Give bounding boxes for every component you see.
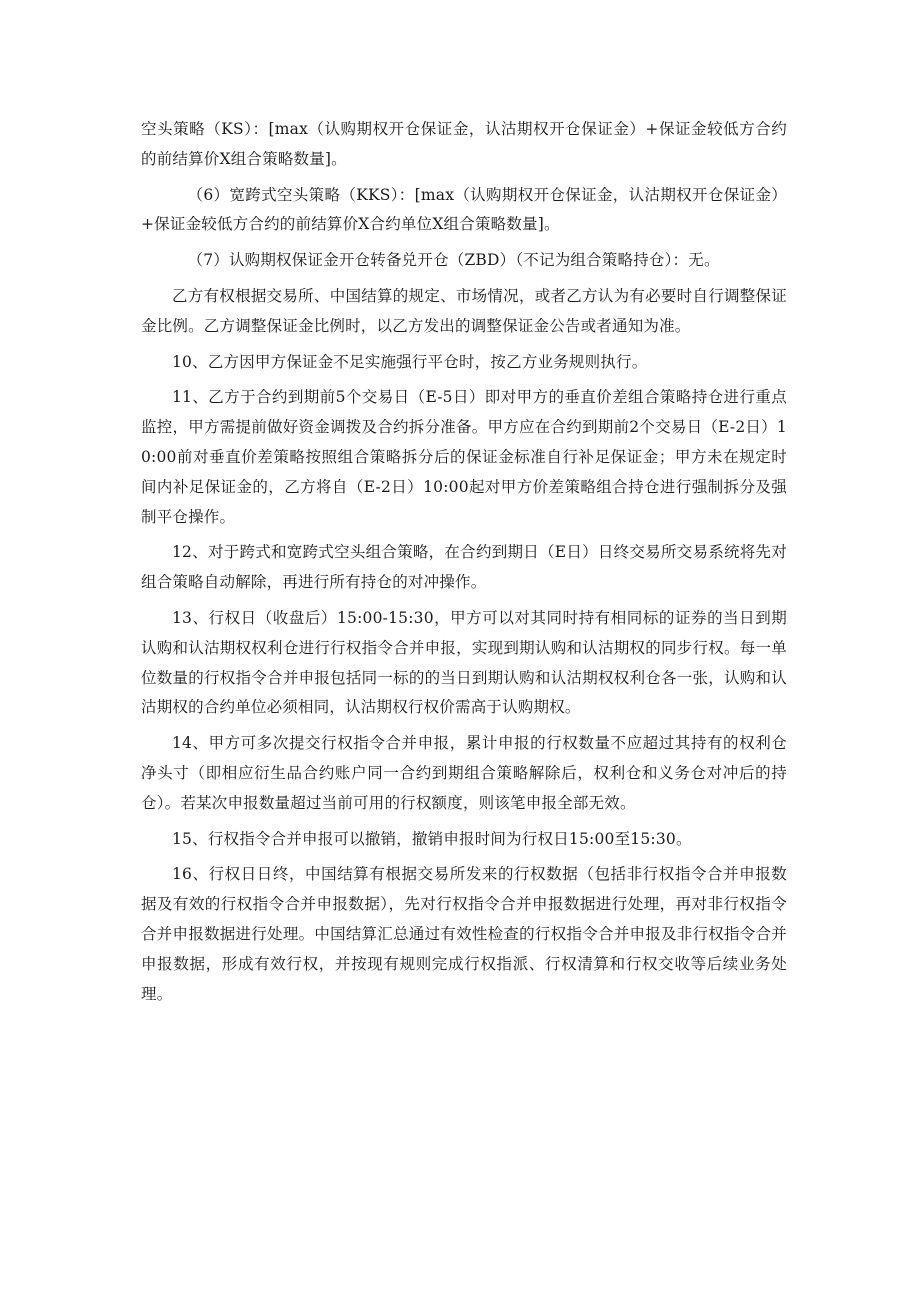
paragraph-margin-adjustment: 乙方有权根据交易所、中国结算的规定、市场情况，或者乙方认为有必要时自行调整保证金比例。乙方调整保证金比例时，以乙方发出的调整保证金公告或者通知为准。 xyxy=(141,286,787,335)
paragraph-clause-12: 12、对于跨式和宽跨式空头组合策略，在合约到期日（E日）日终交易所交易系统将先对组合策略自动解除，再进行所有持仓的对冲操作。 xyxy=(141,543,787,592)
paragraph-item-7-zbd: （7）认购期权保证金开仓转备兑开仓（ZBD）（不记为组合策略持仓）：无。 xyxy=(187,251,720,270)
document-body xyxy=(141,115,787,1015)
paragraph-clause-10: 10、乙方因甲方保证金不足实施强行平仓时，按乙方业务规则执行。 xyxy=(172,352,648,371)
paragraph-clause-13: 13、行权日（收盘后）15:00-15:30，甲方可以对其同时持有相同标的证券的当日到期认购和认沽期权权利仓进行行权指令合并申报，实现到期认购和认沽期权的同步行权。每一单位数量的行权指令合并申报包括同一标的的当日到期认购和认沽期权权利仓各一张，认购和认沽期权的合约单位必须相同，认沽期权行权价需高于认购期权。 xyxy=(141,608,787,717)
paragraph-short-strategy-ks: 空头策略（KS）：[max（认购期权开仓保证金，认沽期权开仓保证金）+保证金较低方合约的前结算价X组合策略数量]。 xyxy=(141,120,787,168)
paragraph-clause-14: 14、甲方可多次提交行权指令合并申报，累计申报的行权数量不应超过其持有的权利仓净头寸（即相应衍生品合约账户同一合约到期组合策略解除后，权利仓和义务仓对冲后的持仓）。若某次申报数量超过当前可用的行权额度，则该笔申报全部无效。 xyxy=(141,734,787,812)
paragraph-clause-15: 15、行权指令合并申报可以撤销，撤销申报时间为行权日15:00至15:30。 xyxy=(172,829,692,848)
paragraph-clause-11: 11、乙方于合约到期前5个交易日（E-5日）即对甲方的垂直价差组合策略持仓进行重点监控，甲方需提前做好资金调拨及合约拆分准备。甲方应在合约到期前2个交易日（E-2日）10:00前对垂直价差策略按照组合策略拆分后的保证金标准自行补足保证金；甲方未在规定时间内补足保证金的，乙方将自（E-2日）10:00起对甲方价差策略组合持仓进行强制拆分及强制平仓操作。 xyxy=(141,388,787,526)
paragraph-clause-16: 16、行权日日终，中国结算有根据交易所发来的行权数据（包括非行权指令合并申报数据及有效的行权指令合并申报数据），先对行权指令合并申报数据进行处理，再对非行权指令合并申报数据进行处理。中国结算汇总通过有效性检查的行权指令合并申报及非行权指令合并申报数据，形成有效行权，并按现有规则完成行权指派、行权清算和行权交收等后续业务处理。 xyxy=(141,865,787,1003)
paragraph-item-6-kks: （6）宽跨式空头策略（KKS）：[max（认购期权开仓保证金，认沽期权开仓保证金）+保证金较低方合约的前结算价X合约单位X组合策略数量]。 xyxy=(141,185,787,234)
